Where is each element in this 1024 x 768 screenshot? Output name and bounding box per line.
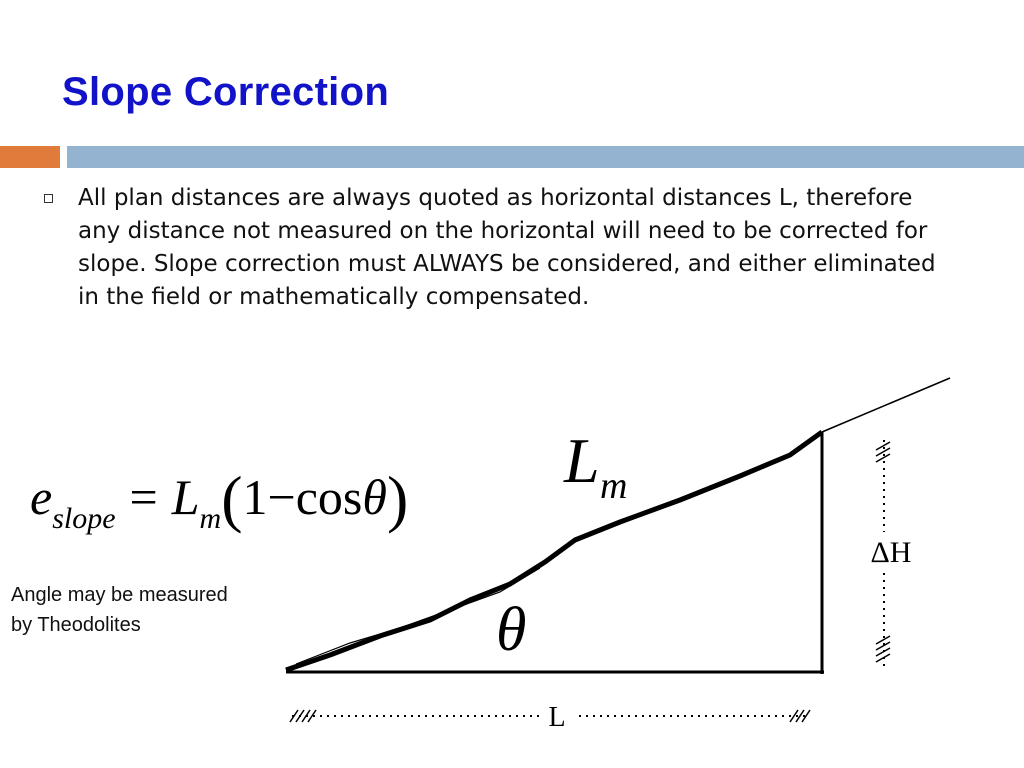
vertical-dimension-tick-bottom (876, 636, 890, 662)
vertical-dimension-tick-top (876, 442, 890, 462)
slope-Lm-subscript: m (600, 465, 628, 507)
horizontal-dimension-tick-right (790, 710, 810, 722)
theodolite-note-line-2: by Theodolites (11, 614, 141, 636)
formula-cos: cos (295, 469, 363, 525)
theodolite-note-line-1: Angle may be measured (11, 584, 228, 606)
slope-extension-line (822, 378, 950, 432)
delta-h-label: ΔH (870, 536, 912, 569)
slide-title: Slope Correction (62, 70, 390, 114)
formula-close-paren: ) (386, 463, 409, 534)
slope-line (286, 432, 822, 670)
base-L-label: L (548, 702, 566, 733)
formula-subscript-slope: slope (52, 502, 116, 535)
formula-minus: − (267, 469, 296, 525)
formula-L: L (171, 469, 200, 525)
formula-equals: = (129, 469, 158, 525)
formula-theta: θ (362, 469, 387, 525)
horizontal-dimension-tick-left (290, 710, 316, 722)
formula-one: 1 (242, 469, 268, 525)
formula-open-paren: ( (221, 463, 243, 534)
formula-e: e (30, 469, 53, 525)
slope-Lm-label: L (564, 425, 600, 496)
angle-theta-label: θ (496, 596, 527, 664)
formula-subscript-m: m (199, 502, 222, 535)
bullet-text: All plan distances are always quoted as horizontal distances L, therefore any distance not measured on the horizontal will need to be corrected for slope. Slope correction must ALWAYS be considered, and either eliminated in the field or mathematically compensated. (78, 185, 936, 310)
